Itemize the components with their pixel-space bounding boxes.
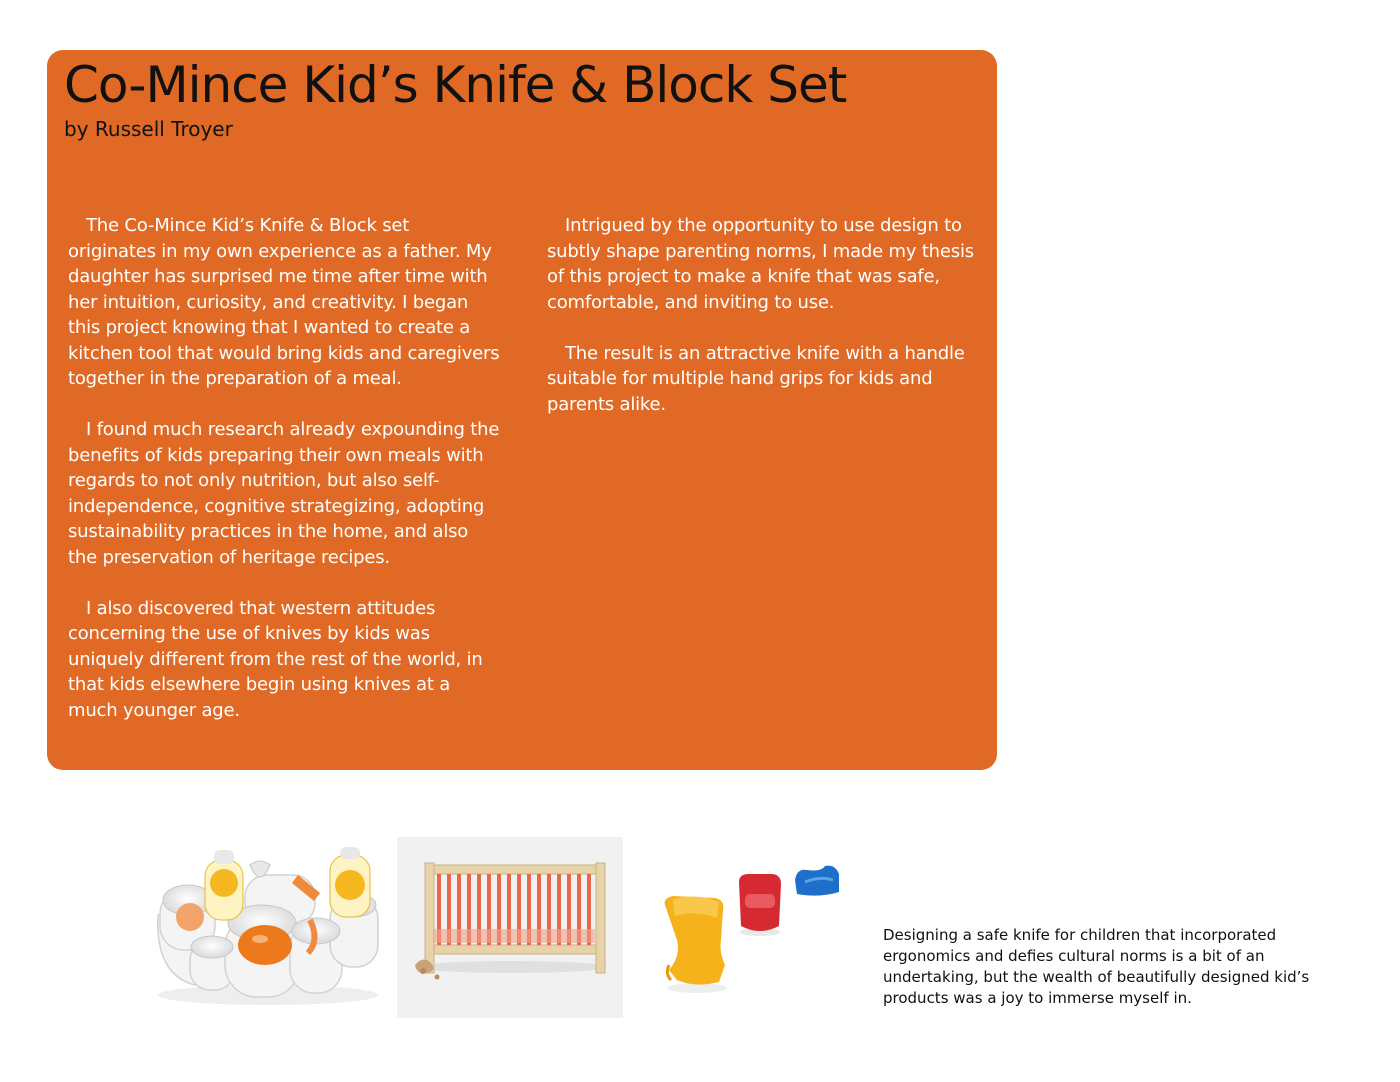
paragraph: The Co-Mince Kid’s Knife & Block set originates in my own experience as a father. My daughter has surprised me time after time with her intuition, curiosity, and creativity. I began this project knowing that I wanted to create a kitchen tool that would bring kids and caregivers together in the preparation of a meal. — [68, 215, 500, 389]
paragraph: Intrigued by the opportunity to use design to subtly shape parenting norms, I made my thesis of this project to make a knife that was safe, comfortable, and inviting to use. — [547, 215, 974, 313]
paragraph: I found much research already expounding the benefits of kids preparing their own meals with regards to not only nutrition, but also self-independence, cognitive strategizing, adopting sustainability practices in the home, and also the preservation of heritage recipes. — [68, 419, 500, 568]
page-title: Co-Mince Kid’s Knife & Block Set — [64, 56, 847, 114]
author-byline: by Russell Troyer — [64, 117, 233, 141]
kids-chairs-image — [655, 860, 850, 995]
crib-image — [397, 837, 623, 1018]
gallery-caption: Designing a safe knife for children that incorporated ergonomics and defies cultural norms is a bit of an undertaking, but the wealth of beautifully designed kid’s products was a joy to immerse myself in. — [883, 926, 1310, 1007]
bottle-holder-image — [150, 845, 385, 1010]
paragraph: The result is an attractive knife with a handle suitable for multiple hand grips for kids and parents alike. — [547, 342, 965, 415]
paragraph: I also discovered that western attitudes concerning the use of knives by kids was uniquely different from the rest of the world, in that kids elsewhere begin using knives at a much younger age. — [68, 597, 483, 721]
left-text-column — [68, 213, 500, 749]
right-text-column — [547, 213, 985, 443]
